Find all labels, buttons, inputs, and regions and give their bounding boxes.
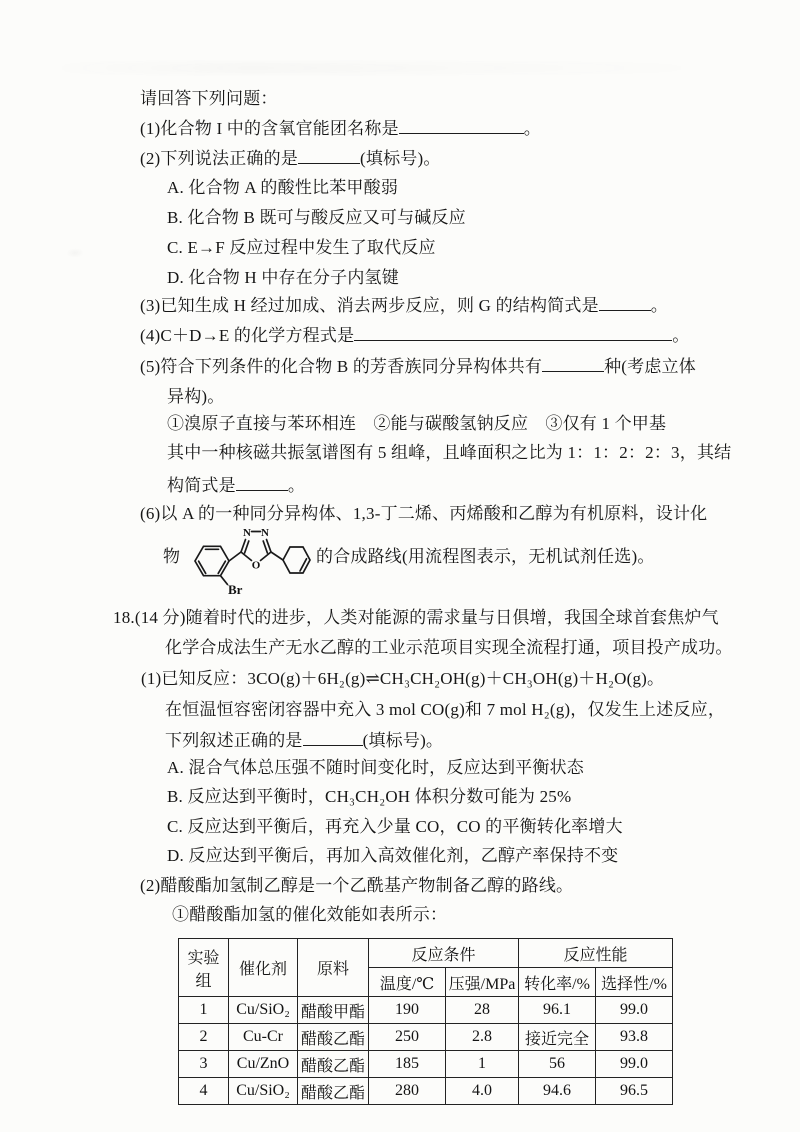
answer-blank (599, 294, 651, 311)
q18-part2-text: (2)醋酸酯加氢制乙醇是一个乙酰基产物制备乙醇的路线。 (140, 876, 574, 895)
cell-group: 2 (179, 1024, 229, 1051)
q17-part2-text: (2)下列说法正确的是 (140, 149, 299, 169)
col-header-temperature: 温度/℃ (369, 968, 446, 997)
q18-line2 (165, 637, 733, 659)
q18-option-b-text: B. 反应达到平衡时，CH₃CH₂OH 体积分数可能为 25% (167, 787, 572, 806)
q18-part1-line2 (165, 699, 725, 721)
q18-option-d-text: D. 反应达到平衡后，再加入高效催化剂，乙醇产率保持不变 (167, 846, 619, 865)
q17-part4-end: 。 (672, 326, 690, 346)
cell-group: 4 (179, 1078, 229, 1105)
q17-part2 (140, 147, 441, 170)
q18-option-c (167, 816, 623, 838)
cell-catalyst: Cu-Cr (229, 1024, 298, 1051)
cell-group: 3 (179, 1051, 229, 1078)
catalyst-table (178, 938, 673, 1105)
br-label: Br (228, 582, 243, 596)
o-label: O (251, 559, 261, 572)
oxadiazole-structure (182, 516, 314, 596)
q17-option-d-text: D. 化合物 H 中存在分子内氢键 (167, 268, 399, 287)
cell-temp: 250 (369, 1024, 446, 1051)
cell-selectivity: 93.8 (596, 1024, 673, 1051)
q18-part1-equation-text: (1)已知反应：3CO(g)＋6H₂(g)⇌CH₃CH₂OH(g)＋CH₃OH(g)＋H₂O(g)。 (141, 669, 665, 688)
col-header-conditions: 反应条件 (369, 939, 519, 968)
q17-intro-text: 请回答下列问题： (140, 89, 278, 108)
q17-option-b (167, 207, 466, 229)
cell-catalyst: Cu/SiO₂ (229, 997, 298, 1024)
q18-option-a-text: A. 混合气体总压强不随时间变化时，反应达到平衡状态 (167, 758, 584, 777)
cell-conversion: 56 (519, 1051, 596, 1078)
scan-artifact (66, 248, 84, 258)
q17-part3 (140, 294, 668, 317)
table-row (179, 1024, 673, 1051)
q17-option-b-text: B. 化合物 B 既可与酸反应又可与碱反应 (167, 208, 466, 227)
answer-blank (399, 117, 524, 134)
q17-part1-end: 。 (523, 119, 541, 139)
cell-pressure: 2.8 (446, 1024, 519, 1051)
q18-part2-sub (172, 904, 447, 926)
q18-option-b (167, 786, 571, 808)
scan-artifact (40, 62, 740, 74)
q17-part6-suffix (316, 546, 655, 568)
answer-blank (236, 474, 288, 491)
cell-group: 1 (179, 997, 229, 1024)
cell-temp: 190 (369, 997, 446, 1024)
n-label: N (243, 527, 251, 539)
q18-option-c-text: C. 反应达到平衡后，再充入少量 CO，CO 的平衡转化率增大 (167, 817, 623, 836)
cell-conversion: 接近完全 (519, 1024, 596, 1051)
cell-material: 醋酸甲酯 (298, 997, 369, 1024)
q17-part5-nmr-text: 其中一种核磁共振氢谱图有 5 组峰，且峰面积之比为 1：1：2：2：3，其结 (167, 443, 732, 462)
q17-part2-end: (填标号)。 (360, 149, 441, 169)
q18-option-a (167, 757, 584, 779)
q17-option-a-text: A. 化合物 A 的酸性比苯甲酸弱 (167, 178, 399, 197)
q18-part1-line3-end: (填标号)。 (362, 731, 444, 751)
q18-part2-sub-text: ①醋酸酯加氢的催化效能如表所示： (172, 905, 448, 924)
q18-part1-line3 (165, 729, 443, 752)
col-header-selectivity: 选择性/% (596, 968, 673, 997)
q17-part5-nmr2-end: 。 (287, 476, 306, 496)
answer-blank (542, 355, 604, 372)
q18-part1-line2-text: 在恒温恒容密闭容器中充入 3 mol CO(g)和 7 mol H₂(g)，仅发生上述反应， (165, 700, 726, 719)
q17-part5-conditions-text: ①溴原子直接与苯环相连 ②能与碳酸氢钠反应 ③仅有 1 个甲基 (167, 414, 667, 433)
cell-pressure: 28 (446, 997, 519, 1024)
table-row (179, 1051, 673, 1078)
q17-intro (140, 88, 278, 110)
col-header-group: 实验组 (179, 939, 229, 997)
q17-option-c (167, 237, 436, 259)
q18-part1-line3-text: 下列叙述正确的是 (165, 731, 303, 751)
col-header-performance: 反应性能 (519, 939, 673, 968)
q17-part5 (140, 355, 696, 378)
q17-part6-prefix (163, 546, 180, 568)
q17-part3-text: (3)已知生成 H 经过加成、消去两步反应，则 G 的结构简式是 (140, 296, 599, 316)
cell-catalyst: Cu/SiO₂ (229, 1078, 298, 1105)
table-row (179, 1078, 673, 1105)
q17-part6-suffix-text: 的合成路线(用流程图表示，无机试剂任选)。 (316, 547, 655, 566)
cell-conversion: 94.6 (519, 1078, 596, 1105)
answer-blank (298, 147, 360, 164)
answer-blank (354, 324, 672, 341)
q17-part4 (140, 324, 689, 347)
cell-material: 醋酸乙酯 (298, 1051, 369, 1078)
q17-part5-cont (167, 386, 224, 408)
q17-option-d (167, 267, 399, 289)
cell-selectivity: 96.5 (596, 1078, 673, 1105)
q17-part6-line1-text: (6)以 A 的一种同分异构体、1,3-丁二烯、丙烯酸和乙醇为有机原料，设计化 (140, 504, 708, 523)
col-header-pressure: 压强/MPa (446, 968, 519, 997)
q18-line1 (113, 607, 719, 629)
cell-temp: 280 (369, 1078, 446, 1105)
table-header-row-1 (179, 939, 673, 968)
benzene-ring (195, 546, 229, 575)
q17-part1-text: (1)化合物 I 中的含氧官能团名称是 (140, 119, 399, 139)
q17-part5-conditions (167, 413, 666, 435)
q17-part5-end: 种(考虑立体 (604, 357, 696, 377)
col-header-catalyst: 催化剂 (229, 939, 298, 997)
q18-line1-text: 18.(14 分)随着时代的进步，人类对能源的需求量与日俱增，我国全球首套焦炉气 (113, 608, 719, 627)
q17-part1 (140, 117, 541, 140)
q17-part5-nmr (167, 442, 731, 464)
table-row (179, 997, 673, 1024)
q18-line2-text: 化学合成法生产无水乙醇的工业示范项目实现全流程打通，项目投产成功。 (165, 638, 733, 657)
cell-selectivity: 99.0 (596, 1051, 673, 1078)
q17-part3-end: 。 (650, 296, 668, 316)
cell-conversion: 96.1 (519, 997, 596, 1024)
q17-part5-text: (5)符合下列条件的化合物 B 的芳香族同分异构体共有 (140, 357, 543, 377)
cell-catalyst: Cu/ZnO (229, 1051, 298, 1078)
n-label: N (261, 527, 269, 539)
q17-part5-nmr2-text: 构简式是 (167, 476, 236, 496)
answer-blank (303, 729, 363, 746)
q17-part6-prefix-text: 物 (163, 547, 181, 566)
cell-pressure: 4.0 (446, 1078, 519, 1105)
q18-option-d (167, 845, 618, 867)
cell-material: 醋酸乙酯 (298, 1078, 369, 1105)
col-header-material: 原料 (298, 939, 369, 997)
cell-temp: 185 (369, 1051, 446, 1078)
q18-part2 (140, 875, 573, 897)
q17-option-c-text: C. E→F 反应过程中发生了取代反应 (167, 238, 436, 257)
q17-option-a (167, 177, 398, 199)
cell-material: 醋酸乙酯 (298, 1024, 369, 1051)
q17-part5-cont-text: 异构)。 (167, 387, 225, 406)
col-header-conversion: 转化率/% (519, 968, 596, 997)
q18-part1-equation (141, 668, 664, 690)
q17-part5-nmr2 (167, 474, 305, 497)
q17-part4-text: (4)C＋D→E 的化学方程式是 (140, 326, 355, 346)
cell-selectivity: 99.0 (596, 997, 673, 1024)
cell-pressure: 1 (446, 1051, 519, 1078)
